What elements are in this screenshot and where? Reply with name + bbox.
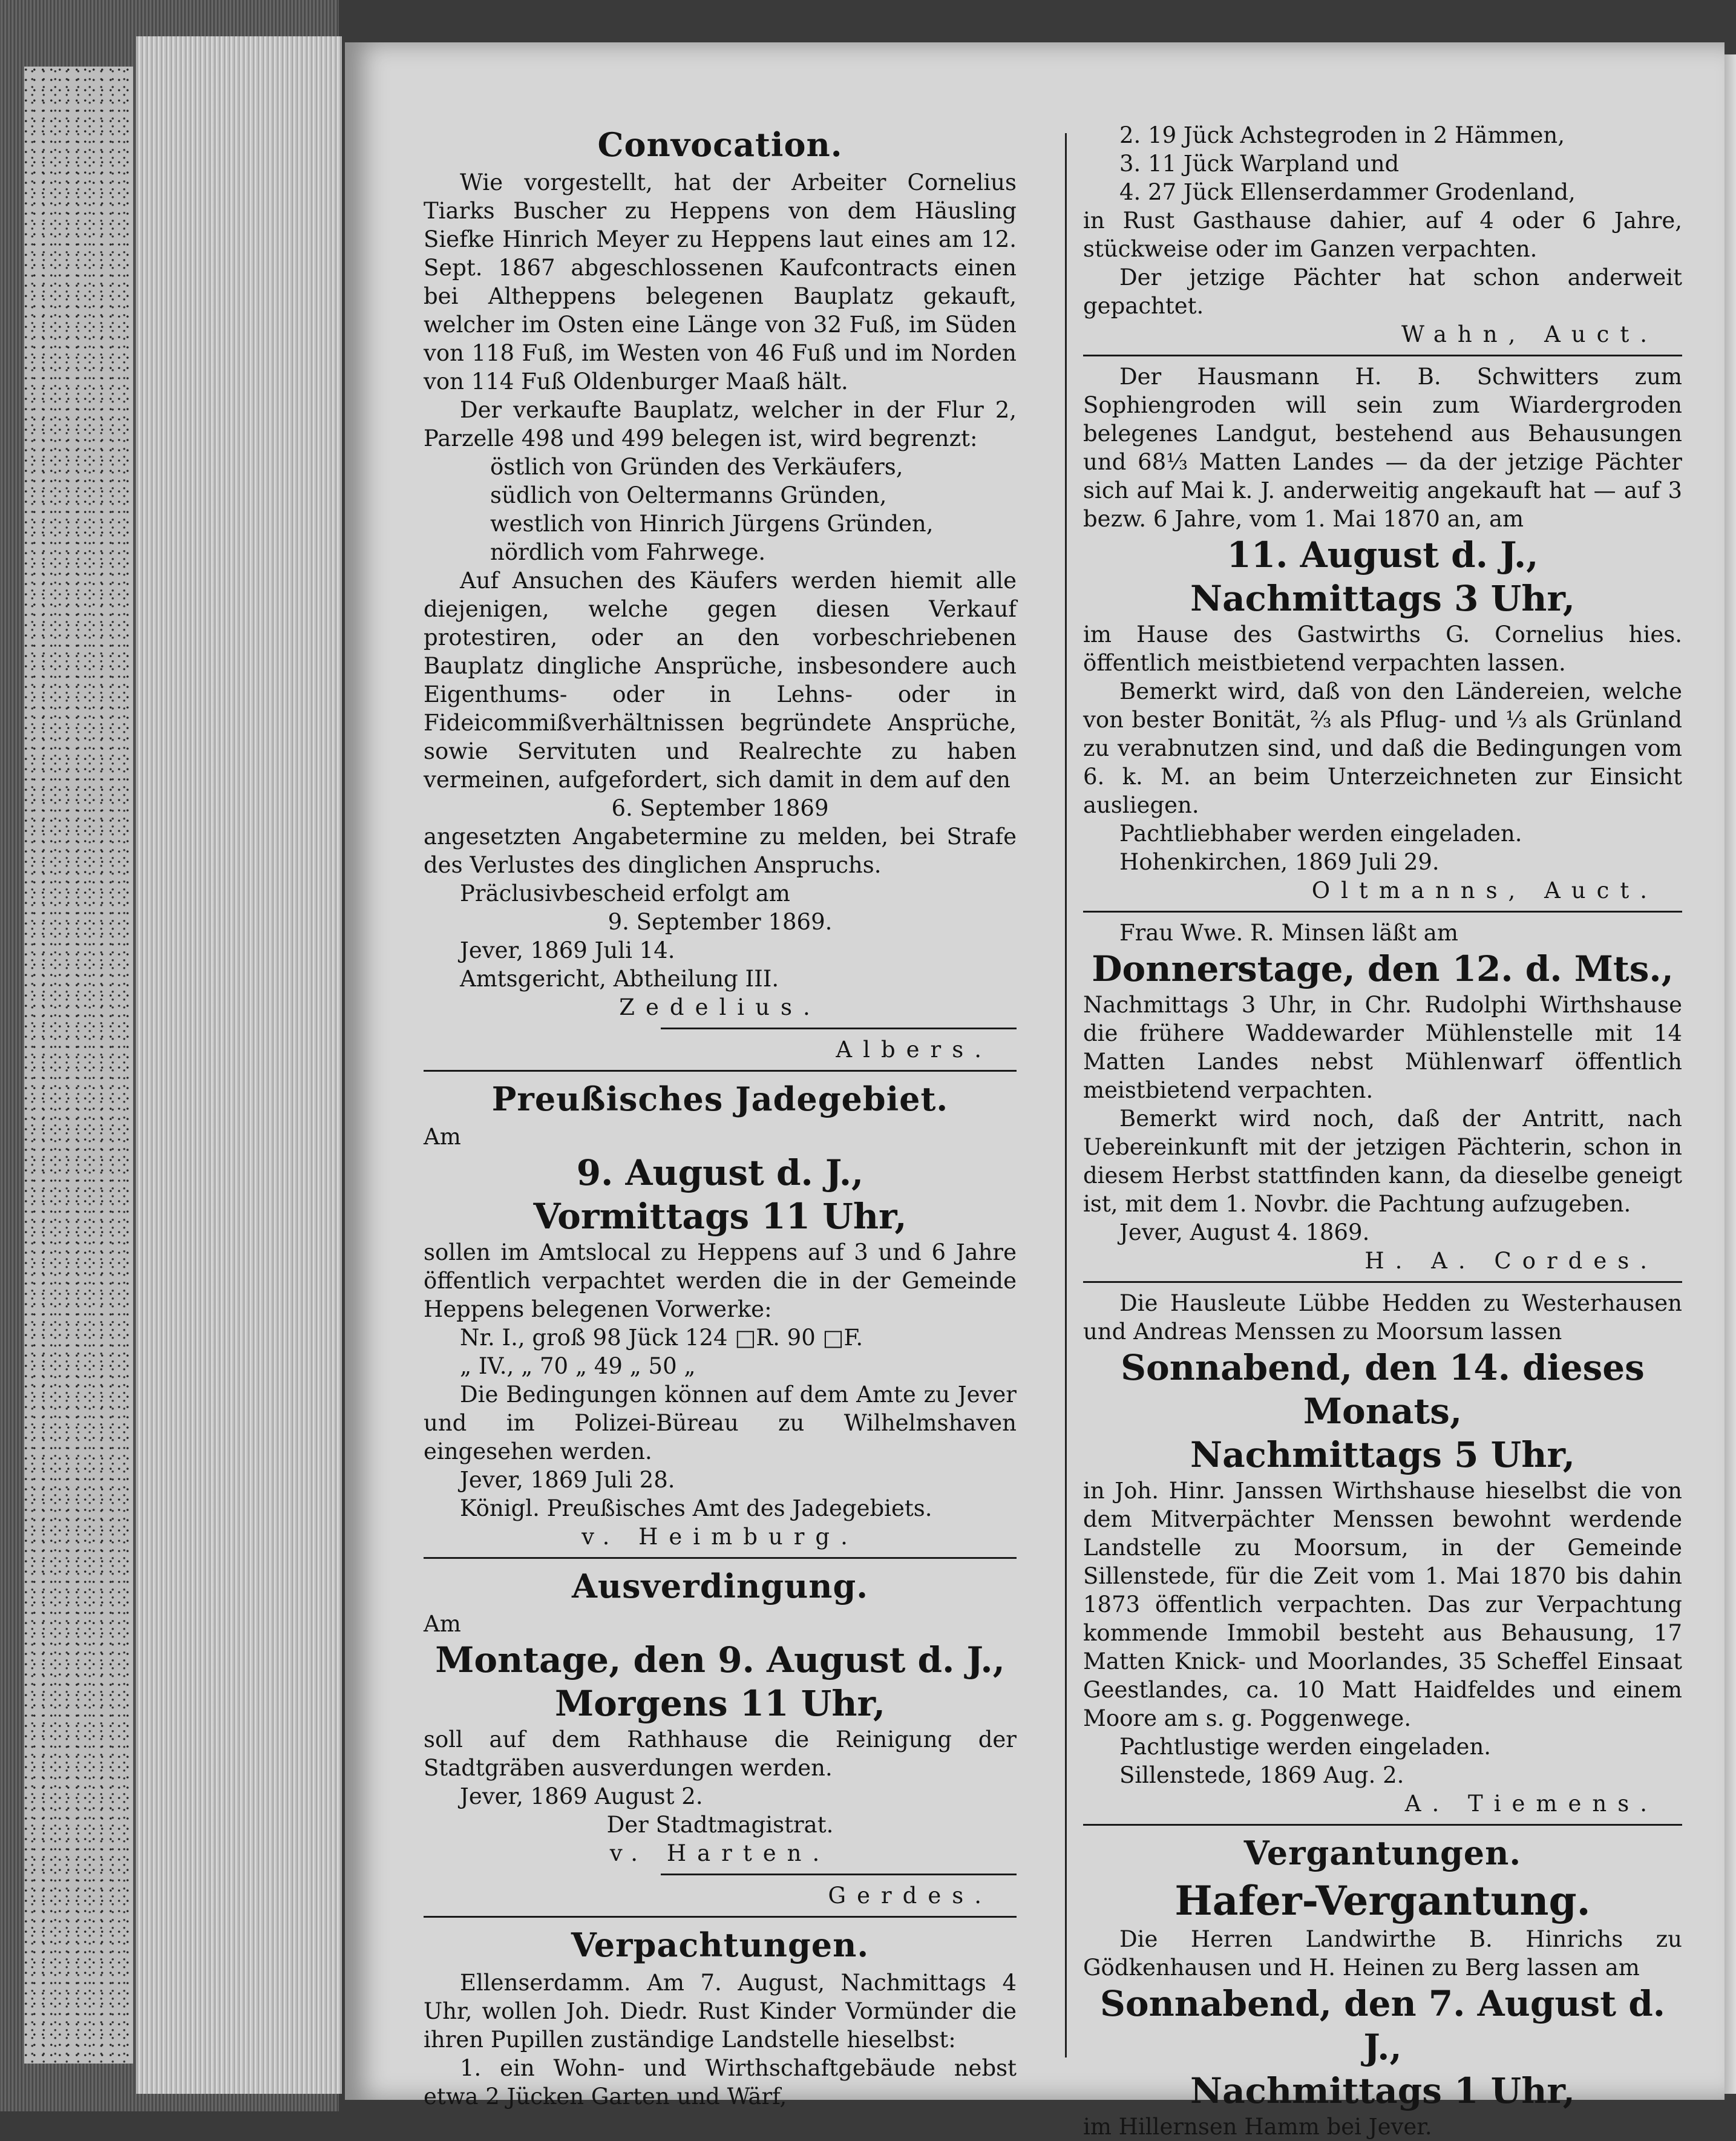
schwitters-body: Der Hausmann H. B. Schwitters zum Sophiengroden will sein zum Wiardergroden belegenes Landgut, bestehend aus Behausungen und 68⅓ Matten Landes — da der jetzige Pächter sich auf Mai k. J. anderweitig angekauft hat — auf 3 bezw. 6 Jahre, vom 1. Mai 1870 an, am: [1083, 364, 1682, 532]
divider: [661, 1028, 1017, 1029]
convocation-title: Convocation.: [597, 125, 843, 164]
ausverdingung-place: Jever, 1869 August 2.: [460, 1783, 703, 1809]
jade-date: 9. August d. J.,: [576, 1152, 864, 1193]
hedden-place: Sillenstede, 1869 Aug. 2.: [1119, 1762, 1404, 1788]
schwitters-signature: Oltmanns, Auct.: [1311, 877, 1658, 903]
ausverdingung-office: Der Stadtmagistrat.: [606, 1812, 834, 1838]
cont-item: 3. 11 Jück Warpland und: [1119, 151, 1400, 177]
hedden-intro: Die Hausleute Lübbe Hedden zu Westerhausen und Andreas Menssen zu Moorsum lassen: [1083, 1290, 1682, 1345]
convocation-date2: 9. September 1869.: [608, 909, 833, 935]
ausverdingung-title: Ausverdingung.: [571, 1567, 869, 1605]
convocation-date1: 6. September 1869: [611, 795, 829, 821]
divider: [1083, 911, 1682, 913]
ausverdingung-body: soll auf dem Rathhause die Reinigung der Stadtgräben ausverdungen werden.: [424, 1726, 1017, 1781]
cont-p2: Der jetzige Pächter hat schon anderweit gepachtet.: [1083, 264, 1682, 319]
minsen-intro: Frau Wwe. R. Minsen läßt am: [1119, 920, 1458, 946]
hedden-signature: A. Tiemens.: [1404, 1791, 1658, 1817]
left-column: [424, 121, 1017, 2111]
marbled-page-edge: [24, 67, 133, 2064]
jade-am: Am: [424, 1124, 461, 1150]
divider: [1083, 1281, 1682, 1283]
convocation-place: Jever, 1869 Juli 14.: [460, 937, 675, 963]
verpachtungen-title: Verpachtungen.: [571, 1926, 870, 1964]
hafer-vergantung-title: Hafer-Vergantung.: [1174, 1877, 1591, 1924]
column-divider: [1065, 133, 1067, 2057]
ausverdingung-am: Am: [424, 1611, 461, 1637]
divider: [424, 1070, 1017, 1072]
ausverdingung-date: Montage, den 9. August d. J.,: [435, 1639, 1005, 1680]
jade-office: Königl. Preußisches Amt des Jadegebiets.: [460, 1495, 932, 1521]
cont-item: 2. 19 Jück Achstegroden in 2 Hämmen,: [1119, 122, 1565, 148]
divider: [661, 1874, 1017, 1875]
vergantungen-date: Sonnabend, den 7. August d. J.,: [1100, 1983, 1665, 2068]
schwitters-time: Nachmittags 3 Uhr,: [1190, 578, 1575, 619]
divider: [1083, 1824, 1682, 1826]
hedden-p2: Pachtlustige werden eingeladen.: [1119, 1734, 1492, 1760]
schwitters-p3: Bemerkt wird, daß von den Ländereien, welche von bester Bonität, ⅔ als Pflug- und ⅓ als Grünland zu verabnutzen sind, und daß die Bedingungen vom 6. k. M. an beim Unterzeichneten zur Einsicht ausliegen.: [1083, 678, 1682, 818]
newspaper-page: [345, 42, 1725, 2140]
bound-item: südlich von Oeltermanns Gründen,: [490, 482, 887, 508]
page-stack: [136, 36, 342, 2094]
schwitters-date: 11. August d. J.,: [1227, 534, 1539, 575]
divider: [424, 1916, 1017, 1918]
verpachtungen-body: Ellenserdamm. Am 7. August, Nachmittags 4 Uhr, wollen Joh. Diedr. Rust Kinder Vormünder die ihren Pupillen zuständige Landstelle hieselbst:: [424, 1970, 1017, 2053]
hedden-time: Nachmittags 5 Uhr,: [1190, 1434, 1575, 1475]
schwitters-p4: Pachtliebhaber werden eingeladen.: [1119, 821, 1522, 847]
ausverdingung-signature: v. Harten.: [609, 1840, 831, 1866]
vergantungen-body: Die Herren Landwirthe B. Hinrichs zu Gödkenhausen und H. Heinen zu Berg lassen am: [1083, 1926, 1682, 1981]
bound-item: östlich von Gründen des Verkäufers,: [490, 454, 903, 480]
minsen-p2: Bemerkt wird noch, daß der Antritt, nach Uebereinkunft mit der jetzigen Pächterin, schon in diesem Herbst stattfinden kann, da dieselbe geneigt ist, mit dem 1. Novbr. die Pachtung aufzugeben.: [1083, 1106, 1682, 1217]
vergantungen-time: Nachmittags 1 Uhr,: [1190, 2070, 1575, 2111]
vergantungen-place: im Hillernsen Hamm bei Jever.: [1083, 2114, 1432, 2140]
vergantungen-title: Vergantungen.: [1243, 1834, 1522, 1872]
schwitters-place: Hohenkirchen, 1869 Juli 29.: [1119, 849, 1440, 875]
jade-row1: Nr. I., groß 98 Jück 124 □R. 90 □F.: [460, 1325, 863, 1351]
jade-title: Preußisches Jadegebiet.: [491, 1080, 949, 1118]
ausverdingung-time: Morgens 11 Uhr,: [554, 1683, 886, 1724]
hedden-date: Sonnabend, den 14. dieses Monats,: [1121, 1347, 1645, 1432]
jade-time: Vormittags 11 Uhr,: [533, 1196, 907, 1237]
jade-signature: v. Heimburg.: [581, 1524, 859, 1550]
convocation-signature: Zedelius.: [619, 994, 821, 1020]
ausverdingung-signature-2: Gerdes.: [828, 1883, 992, 1909]
minsen-signature: H. A. Cordes.: [1364, 1248, 1658, 1274]
right-column: [1083, 121, 1682, 2141]
jade-body2: Die Bedingungen können auf dem Amte zu Jever und im Polizei-Büreau zu Wilhelmshaven eingesehen werden.: [424, 1382, 1017, 1464]
convocation-p5: Präclusivbescheid erfolgt am: [460, 880, 790, 907]
bound-item: nördlich vom Fahrwege.: [490, 539, 766, 565]
minsen-body: Nachmittags 3 Uhr, in Chr. Rudolphi Wirthshause die frühere Waddewarder Mühlenstelle mit 14 Matten Landes nebst Mühlenwarf öffentlich meistbietend verpachten.: [1083, 992, 1682, 1103]
cont-item: 4. 27 Jück Ellenserdammer Grodenland,: [1119, 179, 1576, 205]
hedden-body: in Joh. Hinr. Janssen Wirthshause hieselbst die von dem Mitverpächter Menssen bewohnt werdende Landstelle zu Moorsum, in der Gemeinde Sillenstede, für die Zeit vom 1. Mai 1870 bis dahin 1873 öffentlich verpachten. Das zur Verpachtung kommende Immobil besteht aus Behausung, 17 Matten Knick- und Moorlandes, 35 Scheffel Einsaat Geestlandes, ca. 10 Matt Haidfeldes und einem Moore am s. g. Poggenwege.: [1083, 1478, 1682, 1731]
convocation-signature-2: Albers.: [836, 1037, 992, 1063]
cont-signature: Wahn, Auct.: [1401, 321, 1658, 347]
convocation-p2: Der verkaufte Bauplatz, welcher in der Flur 2, Parzelle 498 und 499 belegen ist, wird begrenzt:: [424, 397, 1017, 451]
divider: [1083, 355, 1682, 356]
verpachtungen-item: 1. ein Wohn- und Wirthschaftgebäude nebst etwa 2 Jücken Garten und Wärf,: [424, 2055, 1017, 2110]
convocation-body: Wie vorgestellt, hat der Arbeiter Cornelius Tiarks Buscher zu Heppens von dem Häusling Siefke Hinrich Meyer zu Heppens laut eines am 12. Sept. 1867 abgeschlossenen Kaufcontracts einen bei Altheppens belegenen Bauplatz gekauft, welcher im Osten eine Länge von 32 Fuß, im Süden von 118 Fuß, im Westen von 46 Fuß und im Norden von 114 Fuß Oldenburger Maaß hält.: [424, 169, 1017, 395]
jade-body: sollen im Amtslocal zu Heppens auf 3 und 6 Jahre öffentlich verpachtet werden die in der Gemeinde Heppens belegenen Vorwerke:: [424, 1239, 1017, 1322]
schwitters-body2: im Hause des Gastwirths G. Cornelius hies. öffentlich meistbietend verpachten lassen.: [1083, 621, 1682, 676]
convocation-p4: angesetzten Angabetermine zu melden, bei Strafe des Verlustes des dinglichen Anspruchs.: [424, 824, 1017, 878]
convocation-p3: Auf Ansuchen des Käufers werden hiemit alle diejenigen, welche gegen diesen Verkauf protestiren, oder an den vorbeschriebenen Bauplatz dingliche Ansprüche, insbesondere auch Eigenthums- oder in Lehns- oder in Fideicommißverhältnissen begründete Ansprüche, sowie Servituten und Realrechte zu haben vermeinen, aufgefordert, sich damit in dem auf den: [424, 568, 1017, 793]
convocation-court: Amtsgericht, Abtheilung III.: [460, 966, 779, 992]
minsen-place: Jever, August 4. 1869.: [1119, 1219, 1370, 1245]
jade-row2: „ IV., „ 70 „ 49 „ 50 „: [460, 1353, 696, 1379]
divider: [424, 1557, 1017, 1559]
bound-item: westlich von Hinrich Jürgens Gründen,: [490, 511, 934, 537]
minsen-date: Donnerstage, den 12. d. Mts.,: [1092, 948, 1674, 989]
cont-body: in Rust Gasthause dahier, auf 4 oder 6 Jahre, stückweise oder im Ganzen verpachten.: [1083, 208, 1682, 262]
jade-place: Jever, 1869 Juli 28.: [460, 1467, 675, 1493]
